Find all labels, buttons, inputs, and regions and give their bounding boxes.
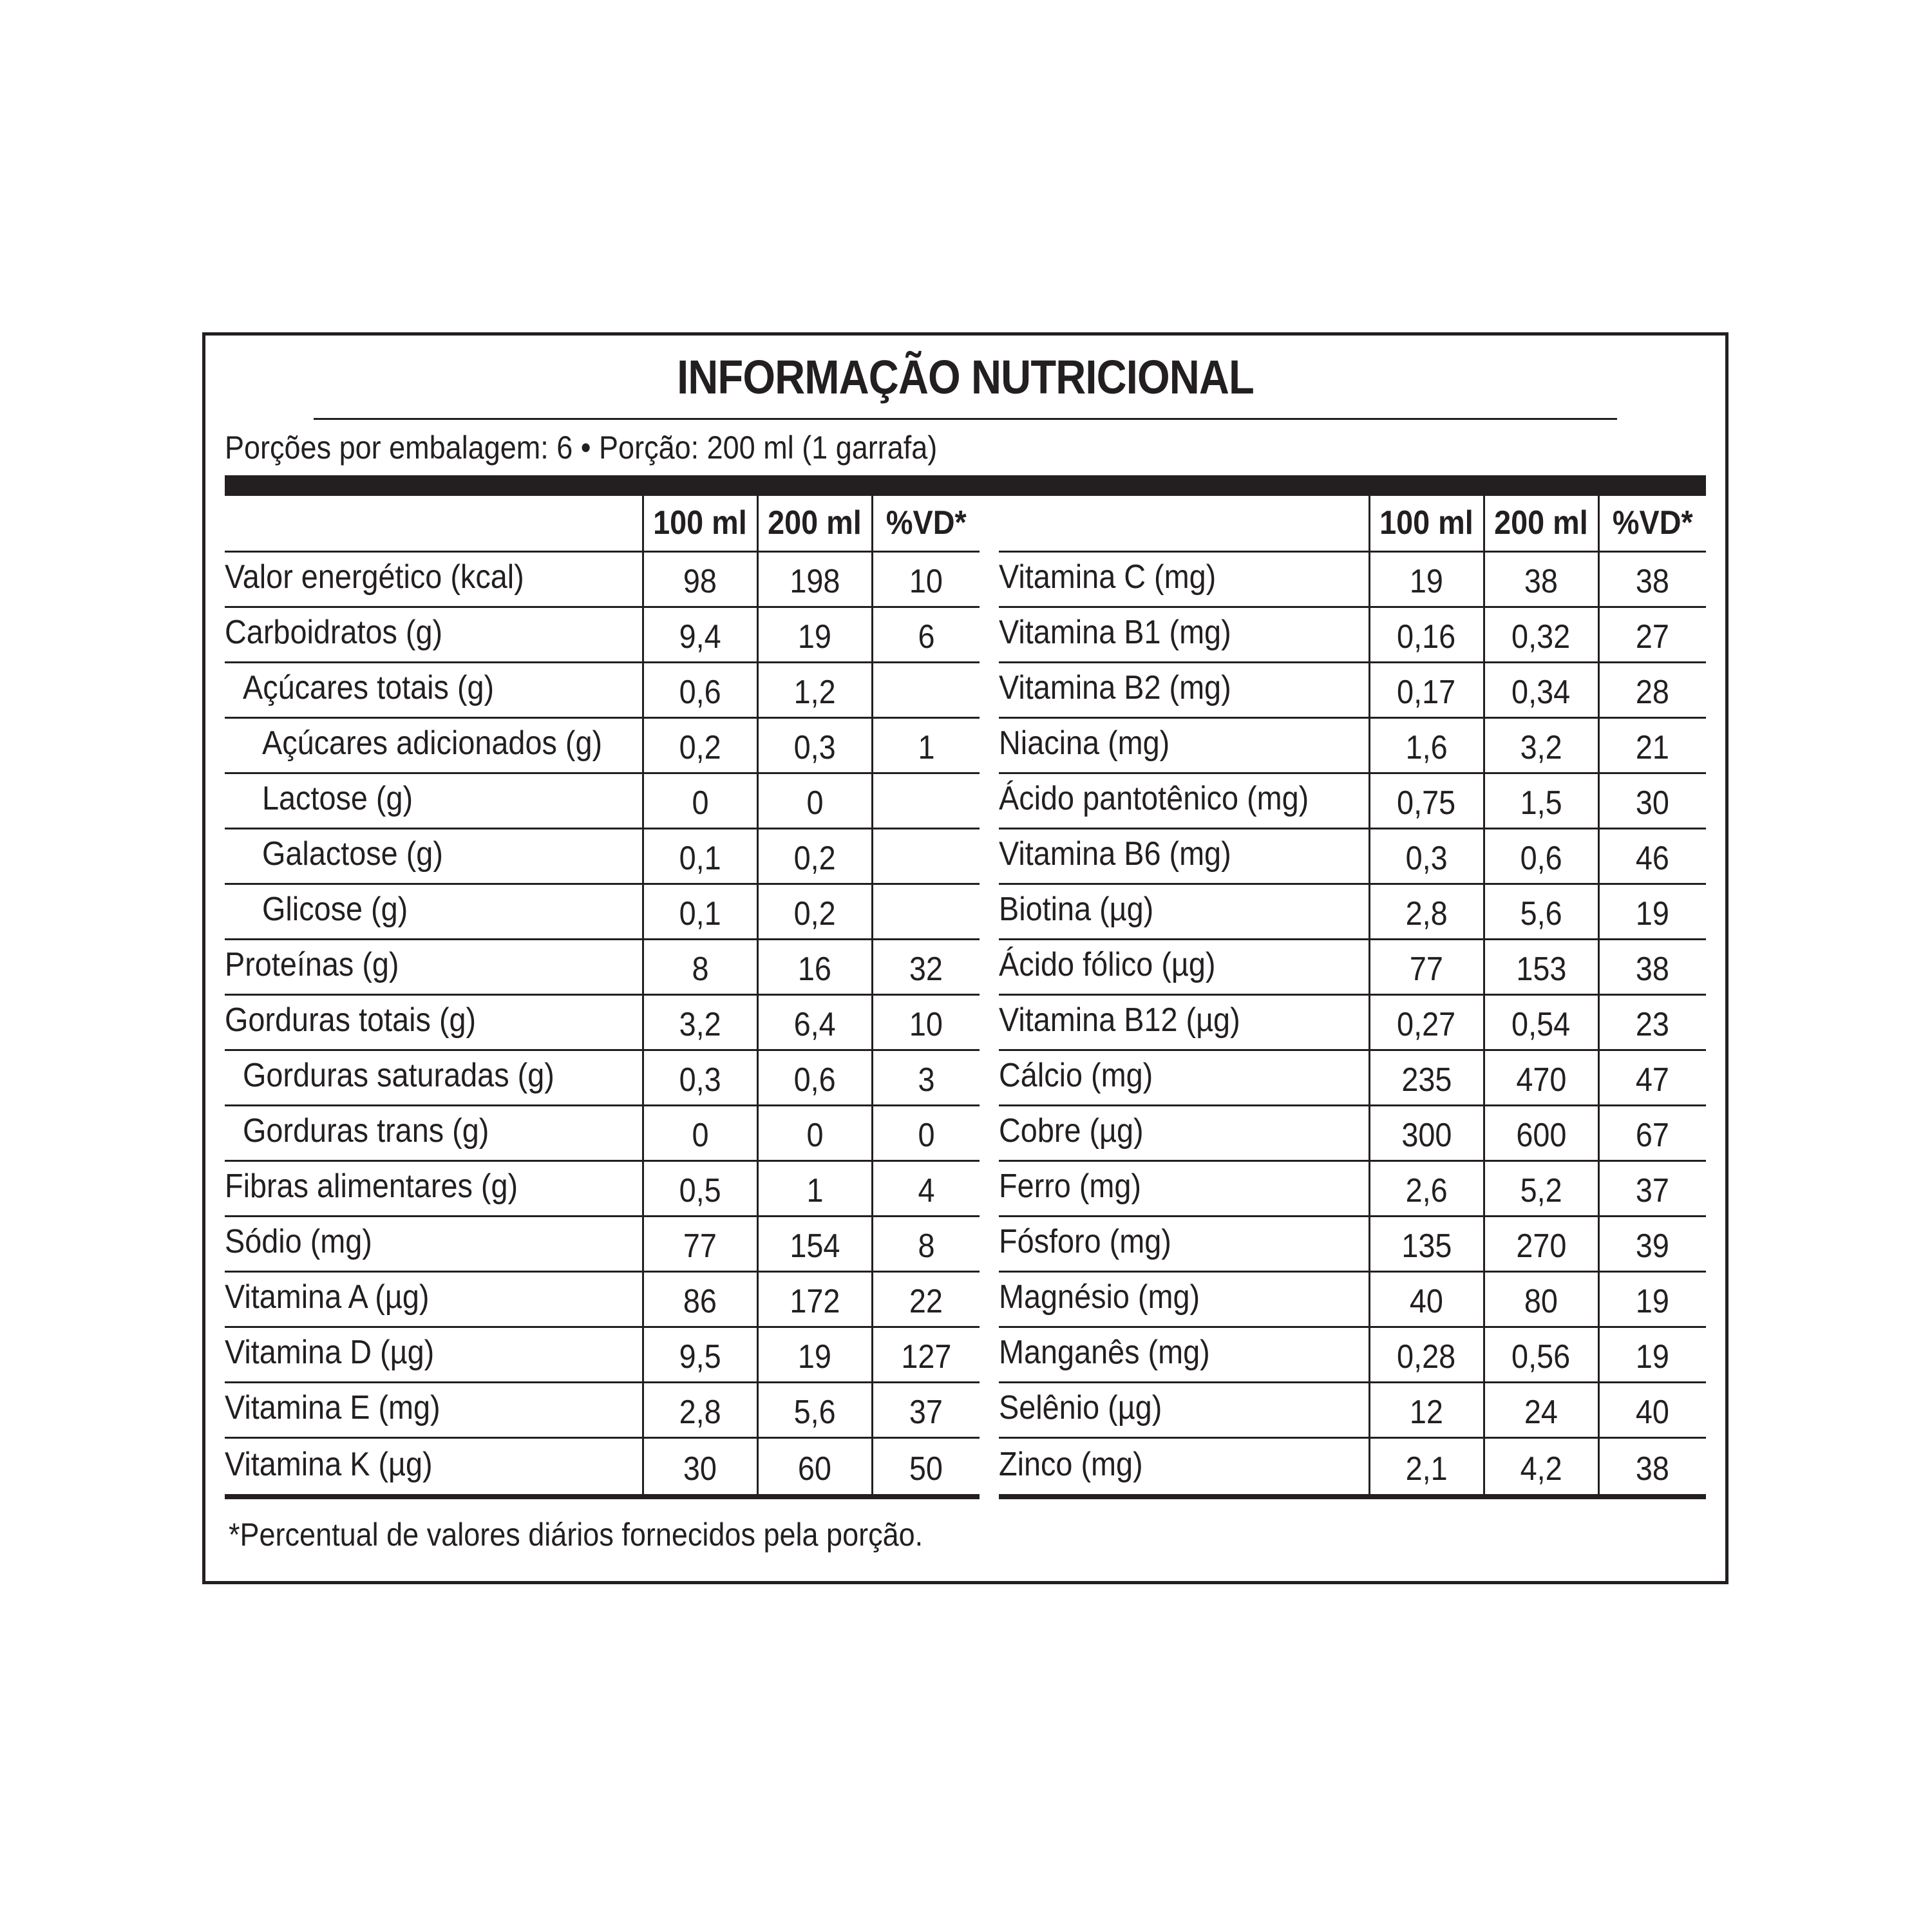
value-vd: 28 bbox=[1598, 662, 1706, 717]
table-row bbox=[999, 1271, 1706, 1327]
value-vd bbox=[872, 773, 980, 828]
table-row bbox=[225, 1437, 980, 1497]
nutrient-label: Vitamina B6 (mg) bbox=[999, 828, 1369, 884]
value-vd: 37 bbox=[1598, 1160, 1706, 1216]
nutrient-label: Niacina (mg) bbox=[999, 717, 1369, 773]
value-100ml: 0,6 bbox=[643, 662, 757, 717]
value-vd: 8 bbox=[872, 1216, 980, 1271]
panel-title: INFORMAÇÃO NUTRICIONAL bbox=[314, 336, 1617, 420]
header-200ml: 200 ml bbox=[757, 496, 872, 551]
value-vd: 38 bbox=[1598, 1437, 1706, 1497]
table-row bbox=[225, 717, 980, 773]
value-vd: 67 bbox=[1598, 1105, 1706, 1160]
nutrient-label: Ácido pantotênico (mg) bbox=[999, 773, 1369, 828]
nutrient-label: Valor energético (kcal) bbox=[225, 551, 643, 607]
table-row bbox=[225, 1382, 980, 1437]
value-100ml: 40 bbox=[1369, 1271, 1484, 1327]
value-vd: 6 bbox=[872, 607, 980, 662]
value-100ml: 0,75 bbox=[1369, 773, 1484, 828]
table-header-row bbox=[999, 496, 1706, 551]
table-row bbox=[225, 662, 980, 717]
value-100ml: 77 bbox=[643, 1216, 757, 1271]
table-header-row bbox=[225, 496, 980, 551]
table-row bbox=[999, 1327, 1706, 1382]
table-row bbox=[225, 828, 980, 884]
nutrient-label: Lactose (g) bbox=[225, 773, 643, 828]
nutrient-label: Vitamina D (µg) bbox=[225, 1327, 643, 1382]
value-vd: 38 bbox=[1598, 939, 1706, 994]
header-blank bbox=[999, 496, 1369, 551]
value-100ml: 300 bbox=[1369, 1105, 1484, 1160]
value-200ml: 1 bbox=[757, 1160, 872, 1216]
table-row bbox=[225, 1327, 980, 1382]
value-100ml: 0,17 bbox=[1369, 662, 1484, 717]
value-200ml: 153 bbox=[1484, 939, 1598, 994]
nutrient-label: Fibras alimentares (g) bbox=[225, 1160, 643, 1216]
value-200ml: 0,2 bbox=[757, 884, 872, 939]
value-100ml: 0,5 bbox=[643, 1160, 757, 1216]
value-100ml: 1,6 bbox=[1369, 717, 1484, 773]
nutrient-label: Ácido fólico (µg) bbox=[999, 939, 1369, 994]
value-100ml: 0 bbox=[643, 1105, 757, 1160]
value-200ml: 198 bbox=[757, 551, 872, 607]
table-row bbox=[999, 828, 1706, 884]
value-vd: 30 bbox=[1598, 773, 1706, 828]
value-200ml: 0,56 bbox=[1484, 1327, 1598, 1382]
nutrient-label: Ferro (mg) bbox=[999, 1160, 1369, 1216]
table-row bbox=[999, 717, 1706, 773]
nutrient-label: Zinco (mg) bbox=[999, 1437, 1369, 1497]
nutrient-label: Cobre (µg) bbox=[999, 1105, 1369, 1160]
table-row bbox=[999, 1216, 1706, 1271]
value-200ml: 24 bbox=[1484, 1382, 1598, 1437]
value-100ml: 0,1 bbox=[643, 828, 757, 884]
value-vd: 1 bbox=[872, 717, 980, 773]
table-row bbox=[999, 662, 1706, 717]
nutrient-label: Açúcares adicionados (g) bbox=[225, 717, 643, 773]
value-vd: 50 bbox=[872, 1437, 980, 1497]
nutrition-table-right bbox=[999, 496, 1706, 1499]
value-200ml: 6,4 bbox=[757, 994, 872, 1050]
table-row bbox=[999, 994, 1706, 1050]
nutrient-label: Vitamina B2 (mg) bbox=[999, 662, 1369, 717]
value-vd: 0 bbox=[872, 1105, 980, 1160]
value-100ml: 9,4 bbox=[643, 607, 757, 662]
value-100ml: 0 bbox=[643, 773, 757, 828]
value-200ml: 0,6 bbox=[1484, 828, 1598, 884]
value-100ml: 0,2 bbox=[643, 717, 757, 773]
table-row bbox=[999, 939, 1706, 994]
table-row bbox=[999, 1105, 1706, 1160]
table-row bbox=[225, 1271, 980, 1327]
nutrient-label: Proteínas (g) bbox=[225, 939, 643, 994]
value-vd bbox=[872, 884, 980, 939]
nutrient-label: Sódio (mg) bbox=[225, 1216, 643, 1271]
value-200ml: 270 bbox=[1484, 1216, 1598, 1271]
table-row bbox=[999, 607, 1706, 662]
value-100ml: 0,27 bbox=[1369, 994, 1484, 1050]
value-vd: 4 bbox=[872, 1160, 980, 1216]
value-vd: 32 bbox=[872, 939, 980, 994]
table-row bbox=[999, 1382, 1706, 1437]
value-200ml: 0 bbox=[757, 773, 872, 828]
nutrient-label: Fósforo (mg) bbox=[999, 1216, 1369, 1271]
table-row bbox=[225, 939, 980, 994]
nutrient-label: Vitamina A (µg) bbox=[225, 1271, 643, 1327]
table-row bbox=[225, 773, 980, 828]
left-table-body bbox=[225, 551, 980, 1497]
value-vd: 21 bbox=[1598, 717, 1706, 773]
header-100ml: 100 ml bbox=[643, 496, 757, 551]
value-200ml: 0,34 bbox=[1484, 662, 1598, 717]
value-200ml: 0,32 bbox=[1484, 607, 1598, 662]
value-vd: 19 bbox=[1598, 884, 1706, 939]
value-100ml: 0,16 bbox=[1369, 607, 1484, 662]
value-vd: 3 bbox=[872, 1050, 980, 1105]
table-row bbox=[225, 1216, 980, 1271]
nutrient-label: Glicose (g) bbox=[225, 884, 643, 939]
table-row bbox=[999, 773, 1706, 828]
nutrient-label: Gorduras saturadas (g) bbox=[225, 1050, 643, 1105]
nutrient-label: Gorduras totais (g) bbox=[225, 994, 643, 1050]
value-100ml: 2,6 bbox=[1369, 1160, 1484, 1216]
value-100ml: 98 bbox=[643, 551, 757, 607]
table-row bbox=[225, 1050, 980, 1105]
value-vd: 19 bbox=[1598, 1271, 1706, 1327]
tables-wrapper bbox=[225, 496, 1706, 1499]
value-100ml: 2,8 bbox=[1369, 884, 1484, 939]
nutrient-label: Vitamina E (mg) bbox=[225, 1382, 643, 1437]
value-100ml: 9,5 bbox=[643, 1327, 757, 1382]
value-vd: 22 bbox=[872, 1271, 980, 1327]
value-100ml: 77 bbox=[1369, 939, 1484, 994]
value-100ml: 235 bbox=[1369, 1050, 1484, 1105]
value-vd: 10 bbox=[872, 551, 980, 607]
value-vd: 38 bbox=[1598, 551, 1706, 607]
value-200ml: 1,2 bbox=[757, 662, 872, 717]
footnote bbox=[225, 1499, 1706, 1570]
value-200ml: 0 bbox=[757, 1105, 872, 1160]
value-100ml: 2,8 bbox=[643, 1382, 757, 1437]
value-vd: 27 bbox=[1598, 607, 1706, 662]
nutrient-label: Vitamina B12 (µg) bbox=[999, 994, 1369, 1050]
table-row bbox=[225, 607, 980, 662]
right-table-body bbox=[999, 551, 1706, 1497]
value-100ml: 0,1 bbox=[643, 884, 757, 939]
value-vd: 10 bbox=[872, 994, 980, 1050]
value-200ml: 5,6 bbox=[757, 1382, 872, 1437]
header-100ml: 100 ml bbox=[1369, 496, 1484, 551]
value-200ml: 600 bbox=[1484, 1105, 1598, 1160]
value-200ml: 1,5 bbox=[1484, 773, 1598, 828]
table-row bbox=[225, 551, 980, 607]
footnote-text: *Percentual de valores diários fornecidos pela porção. bbox=[229, 1517, 923, 1553]
value-100ml: 30 bbox=[643, 1437, 757, 1497]
nutrient-label: Biotina (µg) bbox=[999, 884, 1369, 939]
nutrient-label: Vitamina B1 (mg) bbox=[999, 607, 1369, 662]
table-row bbox=[999, 551, 1706, 607]
value-200ml: 19 bbox=[757, 1327, 872, 1382]
value-vd bbox=[872, 662, 980, 717]
nutrition-facts-inner bbox=[225, 336, 1706, 1570]
table-row bbox=[225, 994, 980, 1050]
value-vd: 23 bbox=[1598, 994, 1706, 1050]
value-200ml: 60 bbox=[757, 1437, 872, 1497]
value-100ml: 2,1 bbox=[1369, 1437, 1484, 1497]
value-100ml: 86 bbox=[643, 1271, 757, 1327]
header-vd: %VD* bbox=[872, 496, 980, 551]
nutrient-label: Magnésio (mg) bbox=[999, 1271, 1369, 1327]
value-100ml: 3,2 bbox=[643, 994, 757, 1050]
value-200ml: 5,2 bbox=[1484, 1160, 1598, 1216]
nutrient-label: Manganês (mg) bbox=[999, 1327, 1369, 1382]
value-100ml: 135 bbox=[1369, 1216, 1484, 1271]
serving-info bbox=[225, 420, 1706, 496]
value-200ml: 172 bbox=[757, 1271, 872, 1327]
nutrient-label: Cálcio (mg) bbox=[999, 1050, 1369, 1105]
header-200ml: 200 ml bbox=[1484, 496, 1598, 551]
value-100ml: 12 bbox=[1369, 1382, 1484, 1437]
nutrient-label: Vitamina C (mg) bbox=[999, 551, 1369, 607]
value-100ml: 19 bbox=[1369, 551, 1484, 607]
value-vd: 19 bbox=[1598, 1327, 1706, 1382]
value-vd: 39 bbox=[1598, 1216, 1706, 1271]
value-100ml: 0,28 bbox=[1369, 1327, 1484, 1382]
nutrient-label: Galactose (g) bbox=[225, 828, 643, 884]
table-row bbox=[999, 884, 1706, 939]
value-vd: 46 bbox=[1598, 828, 1706, 884]
value-100ml: 0,3 bbox=[643, 1050, 757, 1105]
serving-text: Porções por embalagem: 6 • Porção: 200 ml (1 garrafa) bbox=[225, 430, 938, 466]
value-200ml: 80 bbox=[1484, 1271, 1598, 1327]
table-row bbox=[999, 1437, 1706, 1497]
value-200ml: 16 bbox=[757, 939, 872, 994]
value-200ml: 4,2 bbox=[1484, 1437, 1598, 1497]
table-row bbox=[225, 884, 980, 939]
value-100ml: 8 bbox=[643, 939, 757, 994]
value-200ml: 19 bbox=[757, 607, 872, 662]
value-vd bbox=[872, 828, 980, 884]
nutrient-label: Selênio (µg) bbox=[999, 1382, 1369, 1437]
value-vd: 127 bbox=[872, 1327, 980, 1382]
value-200ml: 0,54 bbox=[1484, 994, 1598, 1050]
table-row bbox=[225, 1160, 980, 1216]
value-vd: 40 bbox=[1598, 1382, 1706, 1437]
value-vd: 47 bbox=[1598, 1050, 1706, 1105]
nutrient-label: Açúcares totais (g) bbox=[225, 662, 643, 717]
nutrition-table-left bbox=[225, 496, 980, 1499]
nutrient-label: Gorduras trans (g) bbox=[225, 1105, 643, 1160]
header-blank bbox=[225, 496, 643, 551]
value-200ml: 38 bbox=[1484, 551, 1598, 607]
value-200ml: 0,3 bbox=[757, 717, 872, 773]
value-200ml: 0,6 bbox=[757, 1050, 872, 1105]
nutrient-label: Carboidratos (g) bbox=[225, 607, 643, 662]
value-200ml: 5,6 bbox=[1484, 884, 1598, 939]
table-row bbox=[999, 1050, 1706, 1105]
nutrition-facts-panel bbox=[202, 332, 1728, 1584]
value-100ml: 0,3 bbox=[1369, 828, 1484, 884]
value-200ml: 0,2 bbox=[757, 828, 872, 884]
value-vd: 37 bbox=[872, 1382, 980, 1437]
value-200ml: 3,2 bbox=[1484, 717, 1598, 773]
table-row bbox=[225, 1105, 980, 1160]
header-vd: %VD* bbox=[1598, 496, 1706, 551]
value-200ml: 154 bbox=[757, 1216, 872, 1271]
nutrient-label: Vitamina K (µg) bbox=[225, 1437, 643, 1497]
value-200ml: 470 bbox=[1484, 1050, 1598, 1105]
table-row bbox=[999, 1160, 1706, 1216]
